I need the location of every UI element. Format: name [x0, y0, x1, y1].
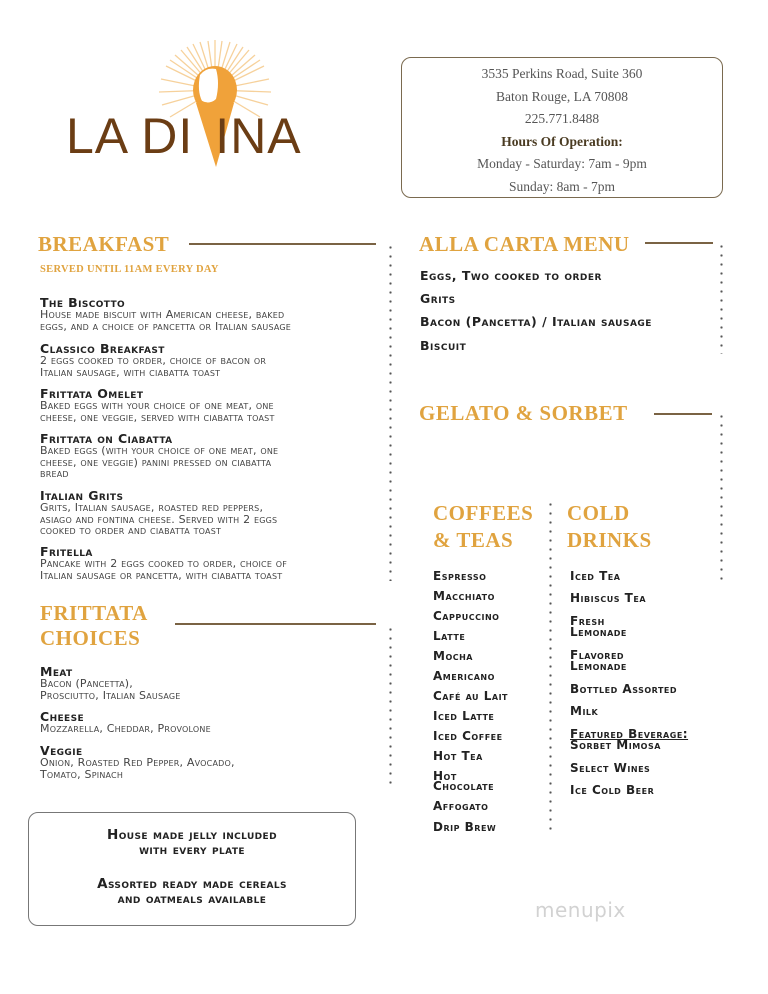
coffee-item: Iced Latte — [433, 709, 495, 723]
alla-carta-item: Eggs, Two cooked to order — [420, 268, 602, 283]
watermark: menupix — [535, 898, 626, 922]
item-desc: Mozzarella, Cheddar, Provolone — [40, 722, 211, 735]
dotted-divider — [720, 242, 723, 354]
item-desc: Onion, Roasted Red Pepper, Avocado, — [40, 756, 235, 769]
item-desc: cheese, one veggie, served with ciabatta toast — [40, 410, 275, 424]
hours-weekday: Monday - Saturday: 7am - 9pm — [477, 156, 647, 171]
coffee-item: Hot — [433, 769, 457, 783]
coffee-item: Macchiato — [433, 589, 495, 603]
item-desc: Bacon (Pancetta), — [40, 677, 133, 690]
cold-drink-item: Flavored — [570, 648, 625, 662]
item-desc: Pancake with 2 eggs cooked to order, choice of — [40, 557, 288, 570]
notes-box — [28, 812, 356, 926]
dotted-divider — [549, 500, 552, 836]
item-name: Fritella — [40, 544, 93, 559]
coffees-teas-title — [433, 500, 533, 554]
item-desc: Italian sausage, with ciabatta toast — [40, 365, 221, 379]
menu-item — [40, 387, 360, 423]
item-name: Meat — [40, 664, 73, 679]
note-jelly — [29, 828, 355, 858]
alla-carta-rule — [645, 242, 713, 244]
menu-item — [40, 489, 360, 537]
cold-drink-item: Fresh — [570, 614, 605, 628]
choice-item — [40, 665, 360, 701]
note-line: House made jelly included — [107, 827, 277, 843]
dotted-divider — [389, 625, 392, 785]
note-line: with every plate — [139, 842, 245, 858]
alla-carta-item: Bacon (Pancetta) / Italian sausage — [420, 314, 652, 329]
coffee-item: Latte — [433, 629, 466, 643]
alla-carta-title: ALLA CARTA MENU — [419, 232, 630, 256]
title-line: CHOICES — [40, 626, 141, 651]
hours-sunday: Sunday: 8am - 7pm — [508, 178, 616, 194]
logo-wordmark: LA DI INA — [66, 108, 302, 164]
cold-drink-item: Iced Tea — [570, 569, 621, 583]
menu-item — [40, 296, 360, 332]
frittata-rule — [175, 623, 376, 625]
menu-item — [40, 432, 360, 480]
breakfast-title: BREAKFAST — [38, 232, 170, 256]
coffee-item: Café au Lait — [433, 689, 508, 703]
address-line-1: 3535 Perkins Road, Suite 360 — [481, 66, 643, 81]
breakfast-rule — [189, 243, 376, 245]
coffee-item: Affogato — [433, 799, 489, 813]
coffee-item: Hot Tea — [433, 749, 483, 763]
item-desc: Baked eggs (with your choice of one meat, one — [40, 444, 279, 457]
cold-drink-item: Select Wines — [570, 761, 651, 775]
item-desc: Grits, Italian sausage, roasted red peppers, — [40, 501, 264, 514]
cold-drink-item: Ice Cold Beer — [570, 783, 655, 797]
contact-info-box — [401, 57, 723, 198]
title-line: & TEAS — [433, 528, 514, 552]
item-name: Classico Breakfast — [40, 341, 165, 356]
item-desc: cheese, one veggie) panini pressed on ciabatta — [40, 455, 272, 469]
item-name: Frittata on Ciabatta — [40, 431, 173, 446]
gelato-title: GELATO & SORBET — [419, 401, 628, 425]
note-cereals — [29, 877, 355, 907]
menu-item — [40, 342, 360, 378]
item-desc: cooked to order and ciabatta toast — [40, 524, 222, 537]
alla-carta-item: Biscuit — [420, 338, 467, 353]
cold-drink-item: Milk — [570, 704, 599, 718]
menu-item — [40, 545, 360, 581]
coffee-item: Iced Coffee — [433, 729, 503, 743]
item-name: Veggie — [40, 743, 83, 758]
dotted-divider — [389, 243, 392, 581]
featured-beverage-label: Featured Beverage: — [570, 727, 689, 741]
coffee-item: Espresso — [433, 569, 487, 583]
note-line: and oatmeals available — [117, 891, 267, 907]
cold-drink-item: Lemonade — [570, 659, 627, 673]
cold-drink-item: Lemonade — [570, 625, 627, 639]
item-desc: Baked eggs with your choice of one meat, one — [40, 399, 274, 412]
title-line: COLD — [567, 501, 630, 525]
title-line: DRINKS — [567, 528, 652, 552]
item-name: The Biscotto — [40, 295, 126, 310]
item-name: Cheese — [40, 709, 85, 724]
coffee-item: Drip Brew — [433, 820, 497, 834]
title-line: FRITTATA — [40, 601, 148, 625]
cold-drink-item: Sorbet Mimosa — [570, 738, 661, 752]
breakfast-subtitle: SERVED UNTIL 11AM EVERY DAY — [40, 264, 219, 275]
phone-number: 225.771.8488 — [524, 111, 600, 126]
choice-item — [40, 744, 360, 780]
coffee-item: Mocha — [433, 649, 473, 663]
item-desc: Tomato, Spinach — [40, 767, 124, 781]
address-line-2: Baton Rouge, LA 70808 — [496, 88, 628, 104]
alla-carta-item: Grits — [420, 291, 456, 306]
choice-item — [40, 710, 360, 735]
title-line: COFFEES — [433, 501, 534, 525]
item-desc: asiago and fontina cheese. Served with 2 eggs — [40, 512, 278, 526]
note-line: Assorted ready made cereals — [97, 876, 287, 892]
coffee-item: Chocolate — [433, 779, 495, 793]
item-desc: Italian sausage or pancetta, with ciabatta toast — [40, 568, 283, 582]
frittata-choices-title — [40, 601, 148, 651]
coffee-item: Cappuccino — [433, 609, 500, 623]
cold-drink-item: Bottled Assorted — [570, 682, 678, 696]
coffee-item: Americano — [433, 669, 495, 683]
gelato-rule — [654, 413, 712, 415]
logo — [60, 35, 330, 175]
item-desc: Prosciutto, Italian Sausage — [40, 688, 181, 702]
item-name: Italian Grits — [40, 488, 124, 503]
item-desc: House made biscuit with American cheese, baked — [40, 308, 285, 321]
item-desc: eggs, and a choice of pancetta or Italian sausage — [40, 319, 292, 333]
item-desc: 2 eggs cooked to order, choice of bacon or — [40, 354, 267, 367]
cold-drinks-title — [567, 500, 652, 554]
item-name: Frittata Omelet — [40, 386, 144, 401]
dotted-divider — [720, 412, 723, 582]
hours-title: Hours Of Operation: — [501, 133, 623, 149]
cold-drink-item: Hibiscus Tea — [570, 591, 647, 605]
item-desc: bread — [40, 467, 69, 480]
